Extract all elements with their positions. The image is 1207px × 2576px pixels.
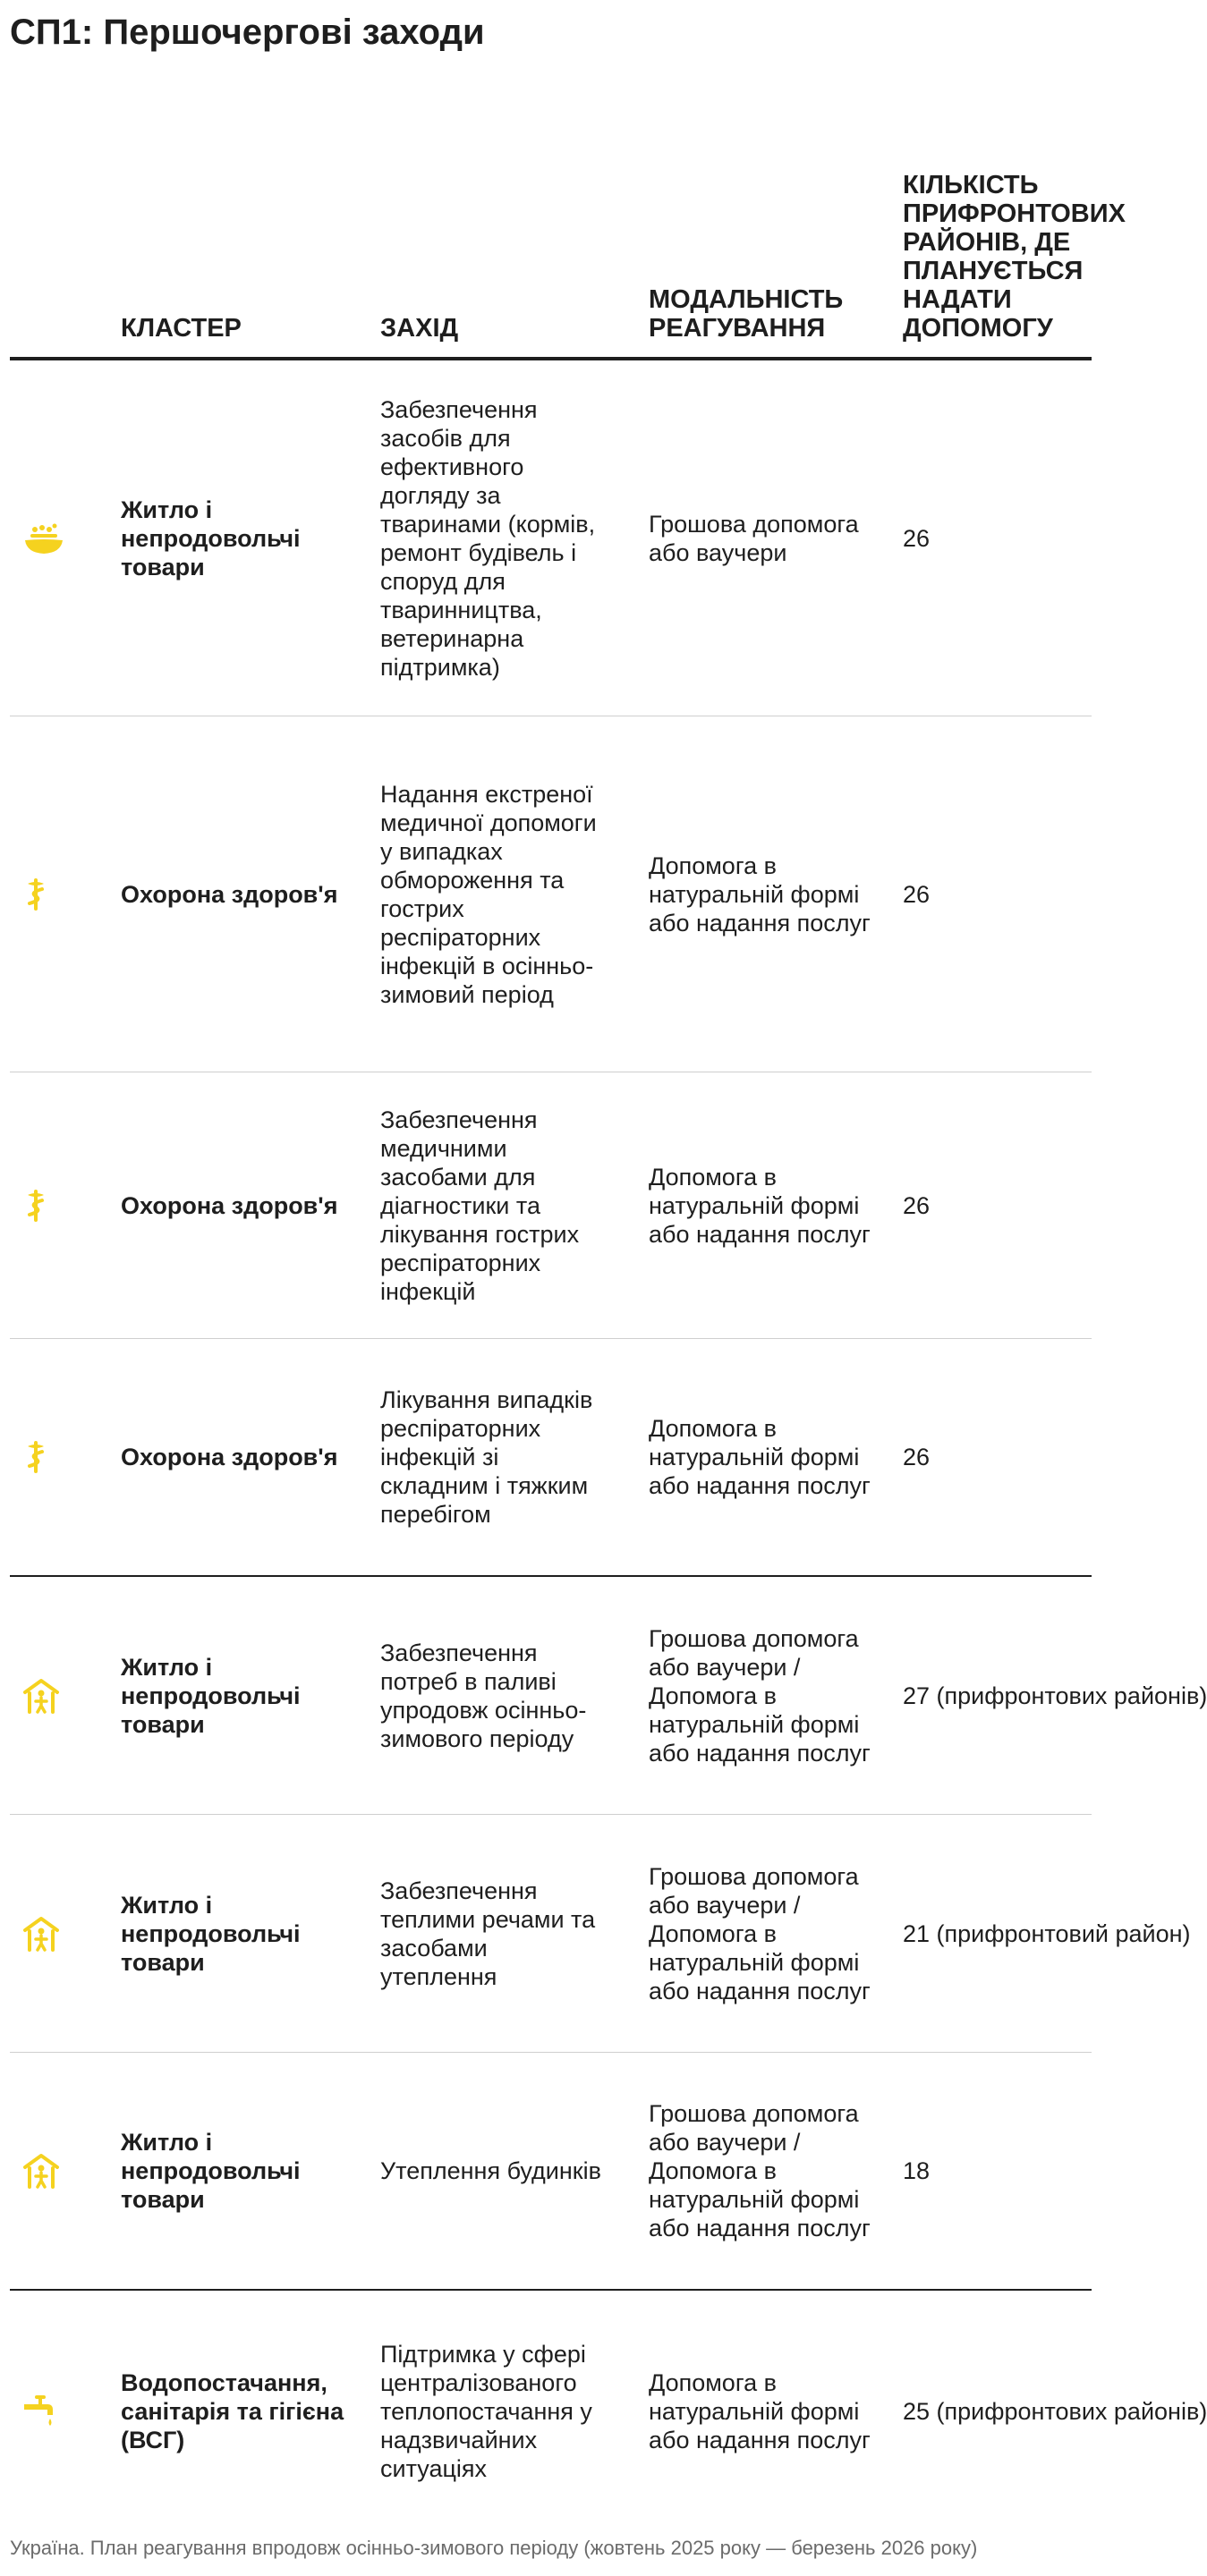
cluster-label: Житло і непродовольчі товари — [121, 1653, 301, 1738]
table-row — [10, 2291, 1207, 2532]
count-value: 18 — [903, 2157, 931, 2184]
header-modality: МОДАЛЬНІСТЬ РЕАГУВАННЯ — [649, 285, 844, 343]
measure-text: Підтримка у сфері централізованого теплопостачання у надзвичайних ситуаціях — [380, 2341, 592, 2482]
water-tap-icon — [22, 2291, 65, 2532]
shelter-icon — [22, 1577, 65, 1814]
modality-text: Грошова допомога або ваучери / Допомога в натуральній формі або надання послуг — [649, 1862, 871, 2004]
shelter-icon — [22, 2053, 65, 2289]
count-value: 26 — [903, 1191, 931, 1219]
count-value: 26 — [903, 1444, 931, 1470]
header-count: КІЛЬКІСТЬ ПРИФРОНТОВИХ РАЙОНІВ, ДЕ ПЛАНУЄТЬСЯ НАДАТИ ДОПОМОГУ — [903, 171, 1126, 343]
measure-text: Надання екстреної медичної допомоги у випадках обмороження та гострих респіраторних інфекцій в осінньо-зимовий період — [380, 780, 597, 1008]
table-row — [10, 1815, 1191, 2053]
count-value: 27 (прифронтових районів) — [903, 1682, 1207, 1709]
cluster-label: Охорона здоров'я — [121, 1191, 338, 1219]
health-staff-icon — [22, 1072, 65, 1338]
modality-text: Грошова допомога або ваучери / Допомога в натуральній формі або надання послуг — [649, 1624, 871, 1767]
cluster-label: Охорона здоров'я — [121, 1444, 338, 1470]
modality-text: Допомога в натуральній формі або надання послуг — [649, 852, 871, 936]
count-value: 25 (прифронтових районів) — [903, 2398, 1207, 2425]
count-value: 26 — [903, 880, 931, 908]
shelter-icon — [22, 1815, 65, 2052]
source-footer: Україна. План реагування впродовж осінньо-зимового періоду (жовтень 2025 року — березень 2026 року) — [10, 2537, 978, 2559]
measure-text: Лікування випадків респіраторних інфекцій зі складним і тяжким перебігом — [380, 1386, 593, 1528]
food-bowl-icon — [22, 360, 65, 716]
page-title: СП1: Першочергові заходи — [10, 13, 485, 52]
table-row — [10, 360, 1092, 716]
table-row — [10, 2053, 1092, 2291]
measure-text: Забезпечення потреб в паливі упродовж осінньо-зимового періоду — [380, 1639, 587, 1752]
measure-text: Забезпечення теплими речами та засобами утеплення — [380, 1877, 596, 1990]
count-value: 21 (прифронтовий район) — [903, 1919, 1191, 1947]
cluster-label: Житло і непродовольчі товари — [121, 1891, 301, 1976]
table-row — [10, 1577, 1207, 1815]
modality-text: Грошова допомога або ваучери — [649, 510, 859, 566]
cluster-label: Житло і непродовольчі товари — [121, 496, 301, 580]
measure-text: Забезпечення медичними засобами для діагностики та лікування гострих респіраторних інфекцій — [380, 1106, 580, 1305]
health-staff-icon — [22, 716, 65, 1072]
measure-text: Утеплення будинків — [380, 2157, 601, 2184]
table-header — [10, 134, 1126, 360]
cluster-label: Житло і непродовольчі товари — [121, 2129, 301, 2213]
modality-text: Грошова допомога або ваучери / Допомога в натуральній формі або надання послуг — [649, 2100, 871, 2241]
header-cluster: КЛАСТЕР — [121, 314, 242, 343]
table-row — [10, 1339, 1092, 1577]
modality-text: Допомога в натуральній формі або надання послуг — [649, 1163, 871, 1248]
table-row — [10, 716, 1092, 1072]
modality-text: Допомога в натуральній формі або надання послуг — [649, 2369, 871, 2453]
measures-table — [10, 134, 1207, 2532]
count-value: 26 — [903, 524, 931, 552]
cluster-label: Водопостачання, санітарія та гігієна (ВСГ) — [121, 2369, 344, 2453]
header-measure: ЗАХІД — [380, 314, 459, 343]
modality-text: Допомога в натуральній формі або надання послуг — [649, 1415, 871, 1499]
cluster-label: Охорона здоров'я — [121, 880, 338, 908]
measure-text: Забезпечення засобів для ефективного догляду за тваринами (кормів, ремонт будівель і споруд для тваринництва, ветеринарна підтримка) — [380, 395, 596, 681]
table-row — [10, 1072, 1092, 1339]
health-staff-icon — [22, 1339, 65, 1575]
